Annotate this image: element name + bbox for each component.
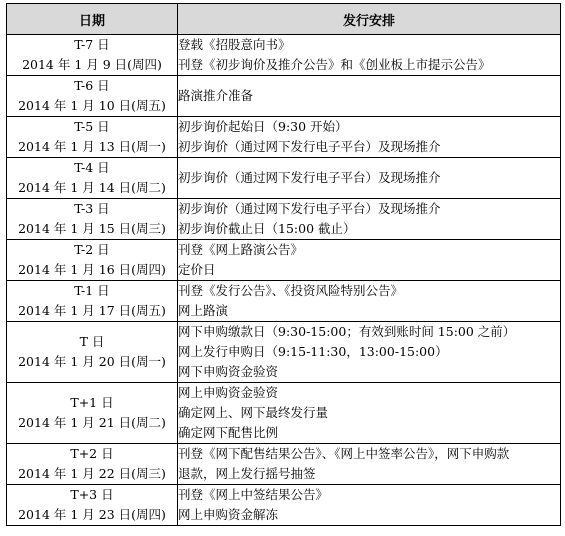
date-cell	[7, 35, 178, 76]
column-header-plan: 发行安排	[178, 4, 561, 35]
calendar-date: 2014 年 1 月 17 日(周五)	[18, 303, 166, 318]
plan-item: 确定网下配售比例	[178, 425, 279, 440]
plan-cell	[178, 281, 561, 322]
trading-day-label: T+2 日	[70, 446, 114, 461]
plan-item: 确定网上、网下最终发行量	[178, 405, 329, 420]
plan-item: 刊登《初步询价及推介公告》和《创业板上市提示公告》	[178, 57, 491, 72]
table-row	[7, 444, 561, 485]
date-cell	[7, 322, 178, 383]
trading-day-label: T-6 日	[74, 78, 110, 93]
calendar-date: 2014 年 1 月 14 日(周二)	[18, 180, 166, 195]
table-row	[7, 485, 561, 526]
calendar-date: 2014 年 1 月 23 日(周四)	[18, 507, 166, 522]
table-row	[7, 76, 561, 117]
plan-item: 初步询价起始日（9:30 开始）	[178, 119, 348, 134]
plan-cell	[178, 383, 561, 444]
calendar-date: 2014 年 1 月 22 日(周三)	[18, 466, 166, 481]
trading-day-label: T-2 日	[74, 242, 110, 257]
trading-day-label: T-5 日	[74, 119, 110, 134]
calendar-date: 2014 年 1 月 20 日(周一)	[18, 354, 166, 369]
date-cell	[7, 199, 178, 240]
date-cell	[7, 240, 178, 281]
plan-cell	[178, 158, 561, 199]
calendar-date: 2014 年 1 月 9 日(周四)	[22, 57, 162, 72]
plan-cell	[178, 117, 561, 158]
plan-item: 路演推介准备	[178, 88, 254, 103]
trading-day-label: T 日	[79, 334, 105, 349]
plan-cell	[178, 322, 561, 383]
calendar-date: 2014 年 1 月 16 日(周四)	[18, 262, 166, 277]
plan-item: 初步询价（通过网下发行电子平台）及现场推介	[178, 139, 441, 154]
plan-cell	[178, 35, 561, 76]
calendar-date: 2014 年 1 月 10 日(周五)	[18, 98, 166, 113]
trading-day-label: T-3 日	[74, 201, 110, 216]
plan-cell	[178, 199, 561, 240]
plan-item: 网下申购资金验资	[178, 364, 279, 379]
table-row	[7, 281, 561, 322]
plan-item: 网上申购资金验资	[178, 385, 279, 400]
plan-item: 登载《招股意向书》	[178, 37, 291, 52]
plan-item: 网上发行申购日（9:15-11:30，13:00-15:00）	[178, 344, 448, 359]
plan-cell	[178, 444, 561, 485]
date-cell	[7, 76, 178, 117]
date-cell	[7, 117, 178, 158]
plan-cell	[178, 485, 561, 526]
column-header-date: 日期	[7, 4, 178, 35]
table-row	[7, 240, 561, 281]
trading-day-label: T+3 日	[70, 487, 114, 502]
table-row	[7, 383, 561, 444]
plan-item: 刊登《网上路演公告》	[178, 242, 304, 257]
table-row	[7, 322, 561, 383]
header-row	[7, 4, 561, 35]
table-row	[7, 35, 561, 76]
trading-day-label: T-7 日	[74, 37, 110, 52]
date-cell	[7, 383, 178, 444]
plan-item: 网下申购缴款日（9:30-15:00；有效到账时间 15:00 之前）	[178, 324, 516, 339]
date-cell	[7, 281, 178, 322]
trading-day-label: T-4 日	[74, 160, 110, 175]
plan-item: 定价日	[178, 262, 216, 277]
plan-item: 初步询价（通过网下发行电子平台）及现场推介	[178, 170, 441, 185]
plan-item: 网上路演	[178, 303, 229, 318]
date-cell	[7, 444, 178, 485]
table-body	[7, 35, 561, 526]
trading-day-label: T-1 日	[74, 283, 110, 298]
trading-day-label: T+1 日	[70, 395, 114, 410]
table-row	[7, 199, 561, 240]
issuance-schedule-table	[6, 3, 561, 526]
table-row	[7, 158, 561, 199]
date-cell	[7, 158, 178, 199]
plan-item: 退款，网上发行摇号抽签	[178, 466, 316, 481]
plan-cell	[178, 240, 561, 281]
table-row	[7, 117, 561, 158]
date-cell	[7, 485, 178, 526]
plan-item: 初步询价（通过网下发行电子平台）及现场推介	[178, 201, 441, 216]
plan-cell	[178, 76, 561, 117]
calendar-date: 2014 年 1 月 15 日(周三)	[18, 221, 166, 236]
calendar-date: 2014 年 1 月 13 日(周一)	[18, 139, 166, 154]
calendar-date: 2014 年 1 月 21 日(周二)	[18, 415, 166, 430]
plan-item: 刊登《网上中签结果公告》	[178, 487, 329, 502]
plan-item: 刊登《网下配售结果公告》、《网上中签率公告》，网下申购款	[178, 446, 510, 461]
plan-item: 网上申购资金解冻	[178, 507, 279, 522]
plan-item: 初步询价截止日（15:00 截止）	[178, 221, 356, 236]
plan-item: 刊登《发行公告》、《投资风险特别公告》	[178, 283, 404, 298]
